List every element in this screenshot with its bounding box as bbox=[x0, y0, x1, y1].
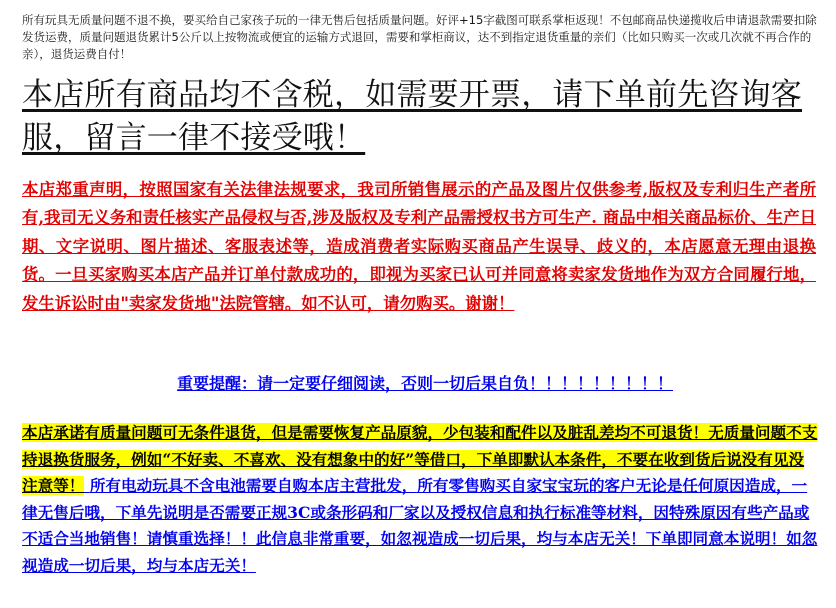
tax-invoice-headline: 本店所有商品均不含税，如需要开票，请下单前先咨询客服，留言一律不接受哦！ bbox=[22, 77, 802, 156]
after-sales-policy bbox=[22, 420, 818, 579]
highlighted-return-terms: 本店承诺有质量问题可无条件退货，但是需要恢复产品原貌，少包装和配件以及脏乱差均不可退货！无质量问题不支持退换货服务，例如“不好卖、不喜欢、没有想象中的好”等借口，下单即默认本条件，不要在收到货后说没有见没注意等！ bbox=[22, 423, 818, 495]
important-reminder: 重要提醒：请一定要仔细阅读，否则一切后果自负！！！！！！！！！ bbox=[176, 374, 673, 393]
return-policy-intro: 所有玩具无质量问题不退不换，要买给自己家孩子玩的一律无售后包括质量问题。好评+15字截图可联系掌柜返现！不包邮商品快递揽收后申请退款需要扣除发货运费，质量问题退货累计5公斤以上按物流或便宜的运输方式退回，需要和掌柜商议，达不到指定退货重量的亲们（比如只购买一次或几次就不再合作的亲），退货运费自付！ bbox=[22, 13, 817, 61]
legal-disclaimer: 本店郑重声明，按照国家有关法律法规要求，我司所销售展示的产品及图片仅供参考,版权及专利归生产者所有,我司无义务和责任核实产品侵权与否,涉及版权及专利产品需授权书方可生产. 商品中相关商品标价、生产日期、文字说明、图片描述、客服表述等，造成消费者实际购买商品产生误导、歧义的，本店愿意无理由退换货。一旦买家购买本店产品并订单付款成功的，即视为买家已认可并同意将卖家发货地作为双方合同履行地，发生诉讼时由"卖家发货地"法院管辖。如不认可，请勿购买。谢谢！ bbox=[22, 180, 816, 313]
wholesale-notice: 所有电动玩具不含电池需要自购本店主营批发，所有零售购买自家宝宝玩的客户无论是任何原因造成，一律无售后哦，下单先说明是否需要正规3C或条形码和厂家以及授权信息和执行标准等材料，因特殊原因有些产品或不适合当地销售！请慎重选择！！此信息非常重要，如忽视造成一切后果，均与本店无关！下单即同意本说明！如忽视造成一切后果，均与本店无关！ bbox=[22, 476, 818, 575]
